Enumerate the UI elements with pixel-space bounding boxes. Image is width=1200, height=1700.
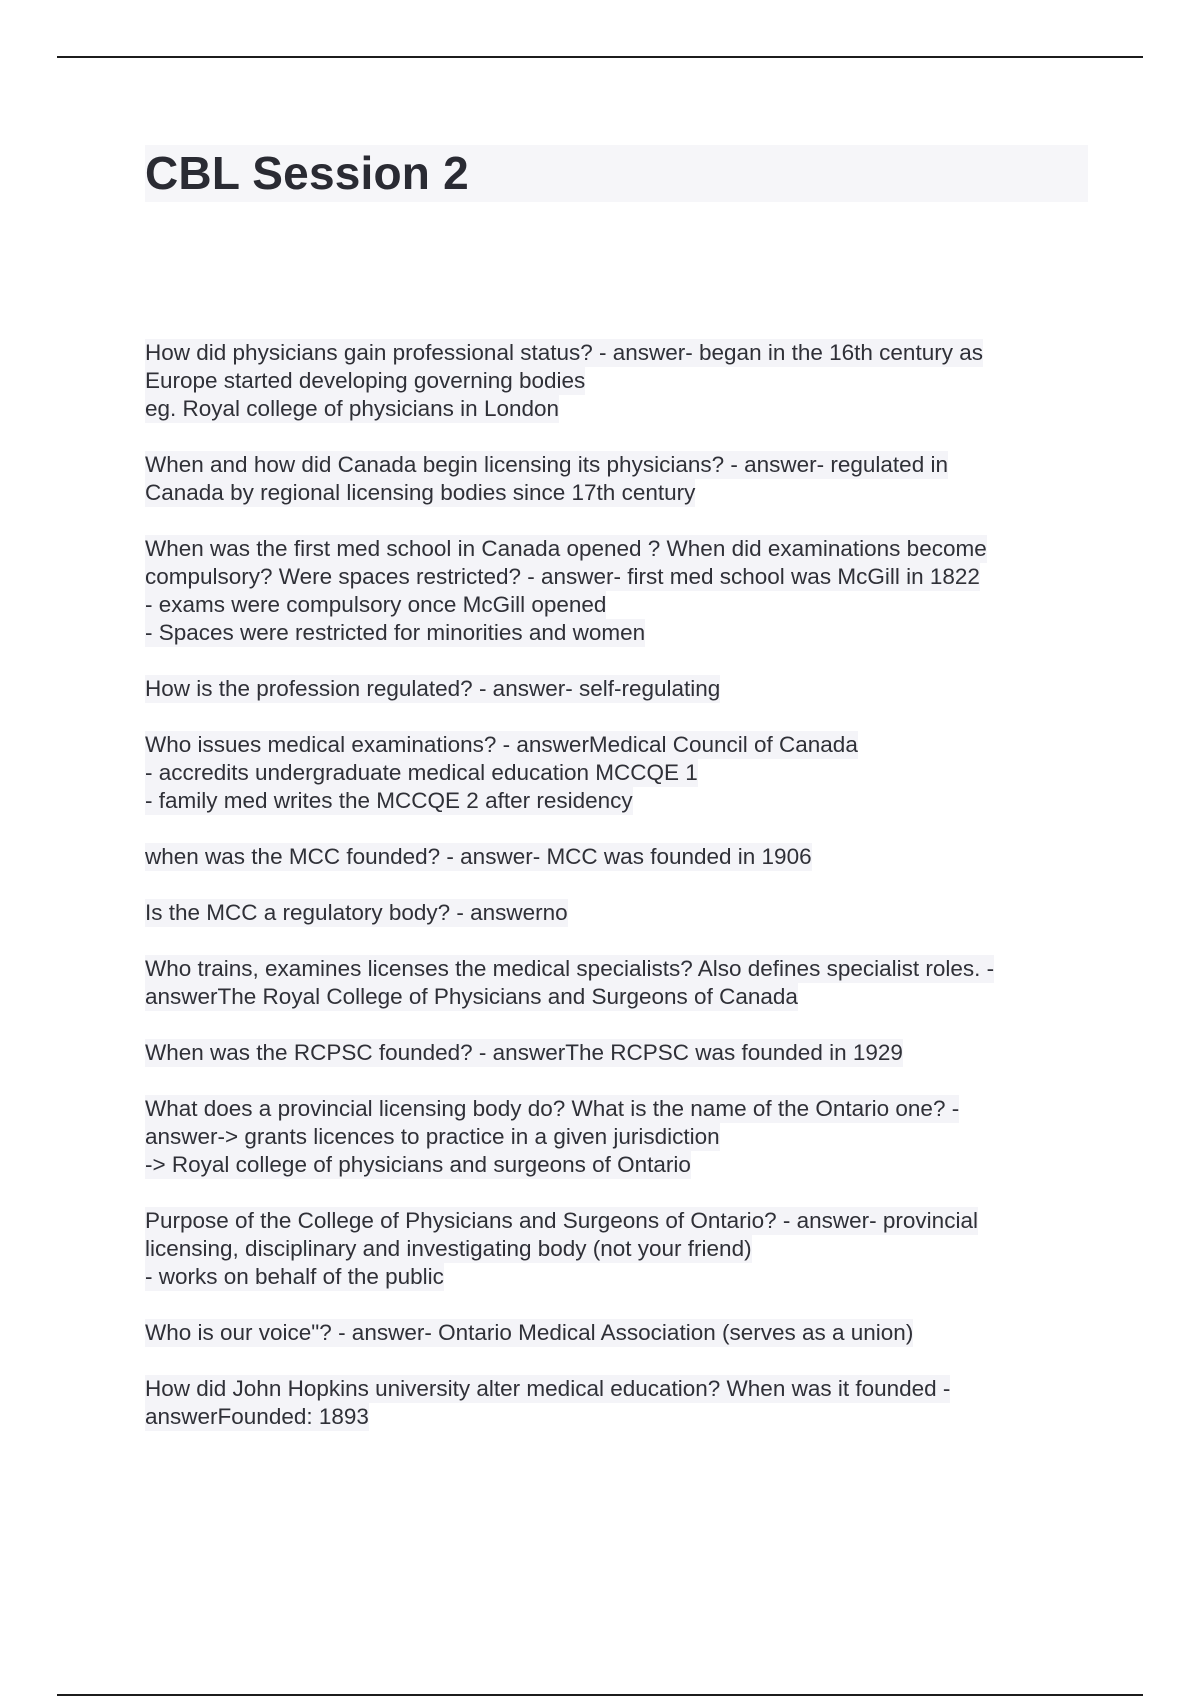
qa-item <box>145 1039 1075 1067</box>
qa-line: How did physicians gain professional status? - answer- began in the 16th century as <box>145 340 983 365</box>
qa-line: compulsory? Were spaces restricted? - answer- first med school was McGill in 1822 <box>145 564 980 589</box>
qa-line: -> Royal college of physicians and surgeons of Ontario <box>145 1152 691 1177</box>
qa-item <box>145 899 1075 927</box>
qa-line: When was the RCPSC founded? - answerThe RCPSC was founded in 1929 <box>145 1040 903 1065</box>
qa-line: When was the first med school in Canada opened ? When did examinations become <box>145 536 987 561</box>
qa-item <box>145 339 1075 423</box>
qa-item <box>145 451 1075 507</box>
bottom-divider <box>57 1694 1143 1696</box>
qa-line: How is the profession regulated? - answer- self-regulating <box>145 676 721 701</box>
qa-item <box>145 1375 1075 1431</box>
qa-line: - family med writes the MCCQE 2 after residency <box>145 788 633 813</box>
qa-line: answer-> grants licences to practice in a given jurisdiction <box>145 1124 720 1149</box>
page-title: CBL Session 2 <box>145 147 469 199</box>
qa-item <box>145 843 1075 871</box>
qa-item <box>145 675 1075 703</box>
qa-line: licensing, disciplinary and investigating body (not your friend) <box>145 1236 752 1261</box>
qa-line: when was the MCC founded? - answer- MCC was founded in 1906 <box>145 844 812 869</box>
qa-line: answerFounded: 1893 <box>145 1404 369 1429</box>
qa-line: Canada by regional licensing bodies since 17th century <box>145 480 696 505</box>
qa-line: - works on behalf of the public <box>145 1264 444 1289</box>
qa-item <box>145 731 1075 815</box>
qa-line: When and how did Canada begin licensing its physicians? - answer- regulated in <box>145 452 948 477</box>
qa-line: Who trains, examines licenses the medical specialists? Also defines specialist roles. - <box>145 956 995 981</box>
qa-line: Purpose of the College of Physicians and Surgeons of Ontario? - answer- provincial <box>145 1208 978 1233</box>
qa-item <box>145 1207 1075 1291</box>
qa-line: - exams were compulsory once McGill opened <box>145 592 607 617</box>
qa-line: Who issues medical examinations? - answerMedical Council of Canada <box>145 732 858 757</box>
qa-line: Europe started developing governing bodies <box>145 368 586 393</box>
qa-line: Is the MCC a regulatory body? - answerno <box>145 900 568 925</box>
qa-line: eg. Royal college of physicians in London <box>145 396 560 421</box>
qa-line: - accredits undergraduate medical education MCCQE 1 <box>145 760 698 785</box>
qa-item <box>145 1319 1075 1347</box>
qa-line: - Spaces were restricted for minorities and women <box>145 620 646 645</box>
qa-line: How did John Hopkins university alter medical education? When was it founded - <box>145 1376 951 1401</box>
qa-item <box>145 1095 1075 1179</box>
top-divider <box>57 56 1143 58</box>
qa-item <box>145 535 1075 647</box>
qa-list <box>145 339 1075 1459</box>
qa-line: What does a provincial licensing body do? What is the name of the Ontario one? - <box>145 1096 960 1121</box>
qa-line: answerThe Royal College of Physicians and Surgeons of Canada <box>145 984 798 1009</box>
qa-line: Who is our voice"? - answer- Ontario Medical Association (serves as a union) <box>145 1320 914 1345</box>
qa-item <box>145 955 1075 1011</box>
